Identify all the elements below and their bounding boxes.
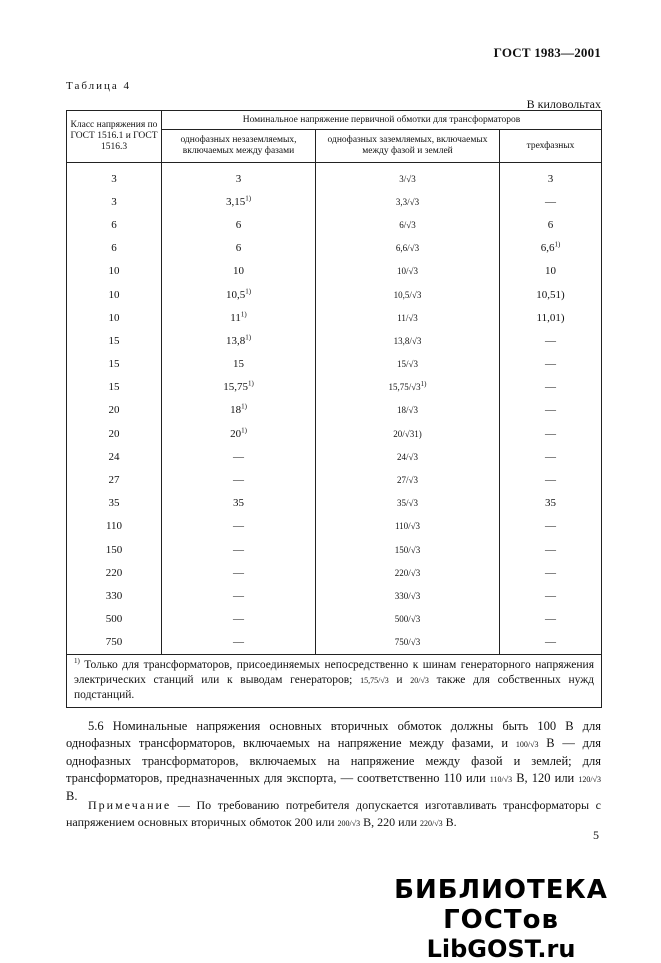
cell-voltage-class — [67, 283, 162, 306]
cell-value: — — [545, 543, 556, 556]
table-row — [67, 213, 602, 236]
library-title: БИБЛИОТЕКА ГОСТов — [394, 875, 608, 935]
cell-single-phase-ungrounded — [162, 584, 316, 607]
cell-voltage-class — [67, 422, 162, 445]
cell-value: — — [545, 636, 556, 649]
paragraph-text: В. — [66, 789, 78, 803]
cell-single-phase-grounded — [316, 353, 500, 376]
cell-single-phase-grounded — [316, 260, 500, 283]
cell-value: — — [545, 450, 556, 463]
cell-value: 35 — [233, 497, 244, 510]
table-row — [67, 376, 602, 399]
cell-value: 24 — [108, 450, 120, 463]
cell-single-phase-grounded — [316, 445, 500, 468]
cell-voltage-class — [67, 468, 162, 491]
cell-value: — — [545, 195, 556, 208]
cell-value: 11,01) — [536, 311, 565, 324]
cell-single-phase-ungrounded — [162, 492, 316, 515]
cell-value: 500/√3 — [394, 614, 421, 625]
table-row — [67, 468, 602, 491]
cell-three-phase — [500, 329, 602, 352]
page-number: 5 — [593, 828, 599, 842]
cell-single-phase-grounded — [316, 492, 500, 515]
cell-value: 15 — [233, 358, 244, 371]
library-watermark — [351, 875, 651, 963]
cell-value: 27/√3 — [397, 475, 418, 486]
cell-single-phase-ungrounded — [162, 163, 316, 191]
cell-value: 3 — [111, 172, 117, 185]
footnote-ref: 1) — [554, 240, 561, 249]
cell-single-phase-grounded — [316, 306, 500, 329]
units-label: В киловольтах — [526, 97, 601, 111]
cell-value: 15 — [108, 358, 120, 371]
cell-value: 35 — [545, 497, 556, 510]
table-row — [67, 190, 602, 213]
table-row — [67, 561, 602, 584]
cell-value: — — [233, 520, 244, 533]
cell-voltage-class — [67, 213, 162, 236]
cell-three-phase — [500, 399, 602, 422]
cell-value: 750/√3 — [394, 637, 421, 648]
cell-single-phase-ungrounded — [162, 283, 316, 306]
cell-value: 10,5 — [225, 288, 246, 301]
cell-single-phase-grounded — [316, 283, 500, 306]
cell-value: 13,8/√3 — [393, 335, 422, 346]
cell-single-phase-ungrounded — [162, 608, 316, 631]
paragraph-5-6 — [66, 718, 601, 805]
footnote-text-b: также для собственных нужд подстанций. — [74, 673, 594, 701]
cell-single-phase-grounded — [316, 468, 500, 491]
cell-three-phase — [500, 163, 602, 191]
cell-value: 35 — [108, 497, 120, 510]
cell-single-phase-grounded — [316, 584, 500, 607]
cell-three-phase — [500, 492, 602, 515]
cell-value: 20 — [108, 404, 120, 417]
cell-value: — — [545, 427, 556, 440]
cell-voltage-class — [67, 329, 162, 352]
cell-three-phase — [500, 306, 602, 329]
cell-value: 24/√3 — [397, 451, 418, 462]
table-row — [67, 306, 602, 329]
cell-value: 3 — [235, 172, 242, 185]
cell-single-phase-grounded — [316, 608, 500, 631]
cell-value: 15 — [108, 381, 120, 394]
cell-value: 20 — [108, 427, 120, 440]
table-row — [67, 538, 602, 561]
cell-value: — — [233, 450, 244, 463]
cell-value: 220/√3 — [394, 567, 421, 578]
cell-value: — — [233, 589, 244, 602]
table-caption: Таблица 4 — [66, 80, 132, 92]
table-row — [67, 163, 602, 191]
footnote-value-b: 20/√3 — [410, 675, 429, 685]
cell-value: 3 — [547, 172, 554, 185]
header-single-phase-grounded: однофазных заземляемых, включаемых между фазой и землей — [316, 130, 500, 163]
cell-value: 27 — [108, 474, 120, 487]
voltage-value: 110/√3 — [489, 775, 513, 784]
cell-value: 110 — [105, 520, 123, 533]
cell-value: 6 — [111, 242, 117, 255]
cell-value: 20/√31) — [393, 428, 422, 439]
cell-value: 10/√3 — [397, 266, 418, 277]
cell-value: — — [233, 543, 244, 556]
cell-value: — — [545, 358, 556, 371]
cell-voltage-class — [67, 260, 162, 283]
paragraph-text: 5.6 Номинальные напряжения основных вторичных обмоток должны быть 100 В для однофазных трансформаторов, включаемых на напряжение между фазами, и — [66, 719, 601, 750]
cell-single-phase-ungrounded — [162, 329, 316, 352]
cell-single-phase-ungrounded — [162, 515, 316, 538]
cell-value: 10 — [233, 265, 244, 278]
cell-value: 35/√3 — [397, 498, 418, 509]
cell-three-phase — [500, 608, 602, 631]
cell-single-phase-ungrounded — [162, 260, 316, 283]
cell-value: 11 — [230, 311, 241, 324]
cell-value: 10 — [108, 311, 120, 324]
table-footnote — [67, 654, 602, 707]
cell-value: 10 — [108, 265, 120, 278]
footnote-ref: 1) — [420, 380, 427, 389]
cell-value: — — [545, 334, 556, 347]
cell-single-phase-ungrounded — [162, 376, 316, 399]
library-site: LibGOST.ru — [426, 935, 576, 963]
cell-three-phase — [500, 190, 602, 213]
voltage-value: 120/√3 — [578, 775, 601, 784]
voltage-value: 220/√3 — [420, 819, 443, 828]
cell-value: — — [545, 381, 556, 394]
footnote-ref: 1) — [245, 286, 252, 295]
footnote-ref: 1) — [247, 379, 254, 388]
table-row — [67, 237, 602, 260]
cell-value: 20 — [230, 427, 242, 440]
table-row — [67, 445, 602, 468]
footnote-marker: 1) — [74, 657, 80, 666]
footnote-ref: 1) — [241, 426, 247, 434]
cell-three-phase — [500, 422, 602, 445]
cell-single-phase-ungrounded — [162, 422, 316, 445]
cell-three-phase — [500, 468, 602, 491]
cell-voltage-class — [67, 538, 162, 561]
cell-single-phase-grounded — [316, 422, 500, 445]
cell-voltage-class — [67, 306, 162, 329]
paragraph-text: В, 120 или — [512, 771, 579, 785]
footnote-ref: 1) — [245, 333, 252, 342]
cell-single-phase-ungrounded — [162, 538, 316, 561]
cell-value: 18/√3 — [397, 405, 418, 416]
table-row — [67, 353, 602, 376]
voltage-value: 100/√3 — [515, 740, 539, 749]
cell-single-phase-grounded — [316, 329, 500, 352]
cell-value: — — [233, 613, 244, 626]
cell-three-phase — [500, 561, 602, 584]
cell-single-phase-grounded — [316, 538, 500, 561]
cell-three-phase — [500, 584, 602, 607]
standard-number: ГОСТ 1983—2001 — [493, 45, 601, 60]
cell-value: 6 — [111, 218, 117, 231]
cell-voltage-class — [67, 492, 162, 515]
cell-voltage-class — [67, 163, 162, 191]
cell-three-phase — [500, 376, 602, 399]
cell-voltage-class — [67, 445, 162, 468]
cell-three-phase — [500, 237, 602, 260]
cell-single-phase-ungrounded — [162, 190, 316, 213]
cell-value: 15,75/√3 — [388, 382, 421, 393]
cell-value: — — [233, 474, 244, 487]
cell-value: 3,3/√3 — [395, 196, 420, 207]
cell-value: 6 — [235, 218, 242, 231]
cell-three-phase — [500, 260, 602, 283]
cell-voltage-class — [67, 353, 162, 376]
cell-value: 10 — [108, 288, 120, 301]
cell-value: 11/√3 — [397, 312, 418, 323]
voltage-table — [66, 110, 602, 708]
cell-single-phase-ungrounded — [162, 213, 316, 236]
cell-single-phase-grounded — [316, 163, 500, 191]
cell-value: — — [545, 404, 556, 417]
footnote-text-a: Только для трансформаторов, присоединяемых непосредственно к шинам генераторного напряжения электрических станций или к выводам генераторов; — [74, 658, 594, 686]
table-body — [67, 163, 602, 655]
cell-value: 150 — [105, 543, 123, 556]
header-single-phase-ungrounded: однофазных незаземляемых, включаемых между фазами — [162, 130, 316, 163]
footnote-and: и — [388, 673, 411, 686]
cell-value: 6,6 — [540, 242, 555, 255]
table-row — [67, 584, 602, 607]
cell-three-phase — [500, 213, 602, 236]
cell-three-phase — [500, 631, 602, 655]
cell-single-phase-ungrounded — [162, 445, 316, 468]
cell-value: 750 — [105, 636, 123, 649]
cell-value: 6,6/√3 — [395, 243, 420, 254]
cell-single-phase-grounded — [316, 213, 500, 236]
cell-three-phase — [500, 445, 602, 468]
footnote-ref: 1) — [245, 194, 252, 203]
cell-value: 220 — [105, 566, 123, 579]
table-row — [67, 515, 602, 538]
cell-value: — — [545, 613, 556, 626]
cell-single-phase-grounded — [316, 399, 500, 422]
table-row — [67, 608, 602, 631]
table-row — [67, 283, 602, 306]
cell-voltage-class — [67, 584, 162, 607]
table-row — [67, 260, 602, 283]
cell-value: — — [233, 566, 244, 579]
note-text: В. — [442, 815, 457, 829]
cell-single-phase-grounded — [316, 190, 500, 213]
voltage-value: 200/√3 — [337, 819, 361, 828]
cell-value: 15/√3 — [397, 359, 418, 370]
cell-voltage-class — [67, 515, 162, 538]
cell-single-phase-ungrounded — [162, 561, 316, 584]
cell-single-phase-grounded — [316, 376, 500, 399]
header-group-primary-voltage: Номинальное напряжение первичной обмотки для трансформаторов — [162, 111, 602, 130]
cell-single-phase-ungrounded — [162, 237, 316, 260]
cell-value: — — [233, 636, 244, 649]
cell-voltage-class — [67, 631, 162, 655]
cell-value: 10,51) — [536, 288, 565, 301]
cell-value: 3 — [111, 195, 117, 208]
footnote-ref: 1) — [241, 402, 247, 411]
cell-value: 10 — [545, 265, 556, 278]
cell-three-phase — [500, 283, 602, 306]
cell-voltage-class — [67, 399, 162, 422]
note-paragraph — [66, 797, 601, 832]
cell-single-phase-grounded — [316, 631, 500, 655]
cell-value: 330 — [105, 589, 123, 602]
cell-single-phase-grounded — [316, 515, 500, 538]
cell-single-phase-grounded — [316, 561, 500, 584]
footnote-value-a: 15,75/√3 — [360, 675, 389, 685]
cell-voltage-class — [67, 376, 162, 399]
cell-three-phase — [500, 515, 602, 538]
cell-value: 10,5/√3 — [393, 289, 422, 300]
cell-value: 330/√3 — [394, 590, 421, 601]
cell-value: 3,15 — [225, 195, 246, 208]
table-row — [67, 631, 602, 655]
cell-value: 3/√3 — [399, 173, 416, 184]
cell-value: — — [545, 589, 556, 602]
cell-voltage-class — [67, 237, 162, 260]
table-row — [67, 329, 602, 352]
cell-value: 15 — [108, 334, 120, 347]
cell-value: 6 — [547, 218, 554, 231]
cell-single-phase-ungrounded — [162, 468, 316, 491]
note-label: Примечание — [88, 798, 172, 812]
cell-value: — — [545, 520, 556, 533]
cell-single-phase-ungrounded — [162, 306, 316, 329]
cell-value: 15,75 — [223, 381, 248, 394]
footnote-ref: 1) — [240, 310, 247, 319]
cell-voltage-class — [67, 561, 162, 584]
cell-value: 150/√3 — [394, 544, 421, 555]
note-text: — По требованию потребителя допускается изготавливать трансформаторы с напряжением основных вторичных обмоток 200 или — [66, 798, 601, 829]
note-text: В, 220 или — [360, 815, 420, 829]
cell-single-phase-ungrounded — [162, 399, 316, 422]
cell-value: 6/√3 — [399, 219, 416, 230]
cell-single-phase-ungrounded — [162, 631, 316, 655]
cell-three-phase — [500, 353, 602, 376]
paragraph-text: В — для однофазных трансформаторов, включаемых на напряжение между фазой и землей; для трансформаторов, предназначенных для экспорта, — соответственно 110 или — [66, 736, 601, 785]
cell-single-phase-ungrounded — [162, 353, 316, 376]
cell-value: 6 — [235, 242, 242, 255]
cell-value: — — [545, 566, 556, 579]
cell-value: 18 — [230, 404, 242, 417]
header-three-phase: трехфазных — [500, 130, 602, 163]
cell-three-phase — [500, 538, 602, 561]
cell-value: 13,8 — [225, 334, 246, 347]
table-row — [67, 399, 602, 422]
cell-single-phase-grounded — [316, 237, 500, 260]
cell-value: 110/√3 — [394, 521, 421, 532]
table-row — [67, 422, 602, 445]
cell-voltage-class — [67, 608, 162, 631]
cell-value: — — [545, 474, 556, 487]
header-voltage-class: Класс напряжения по ГОСТ 1516.1 и ГОСТ 1516.3 — [67, 111, 162, 163]
cell-voltage-class — [67, 190, 162, 213]
cell-value: 500 — [105, 613, 123, 626]
table-row — [67, 492, 602, 515]
